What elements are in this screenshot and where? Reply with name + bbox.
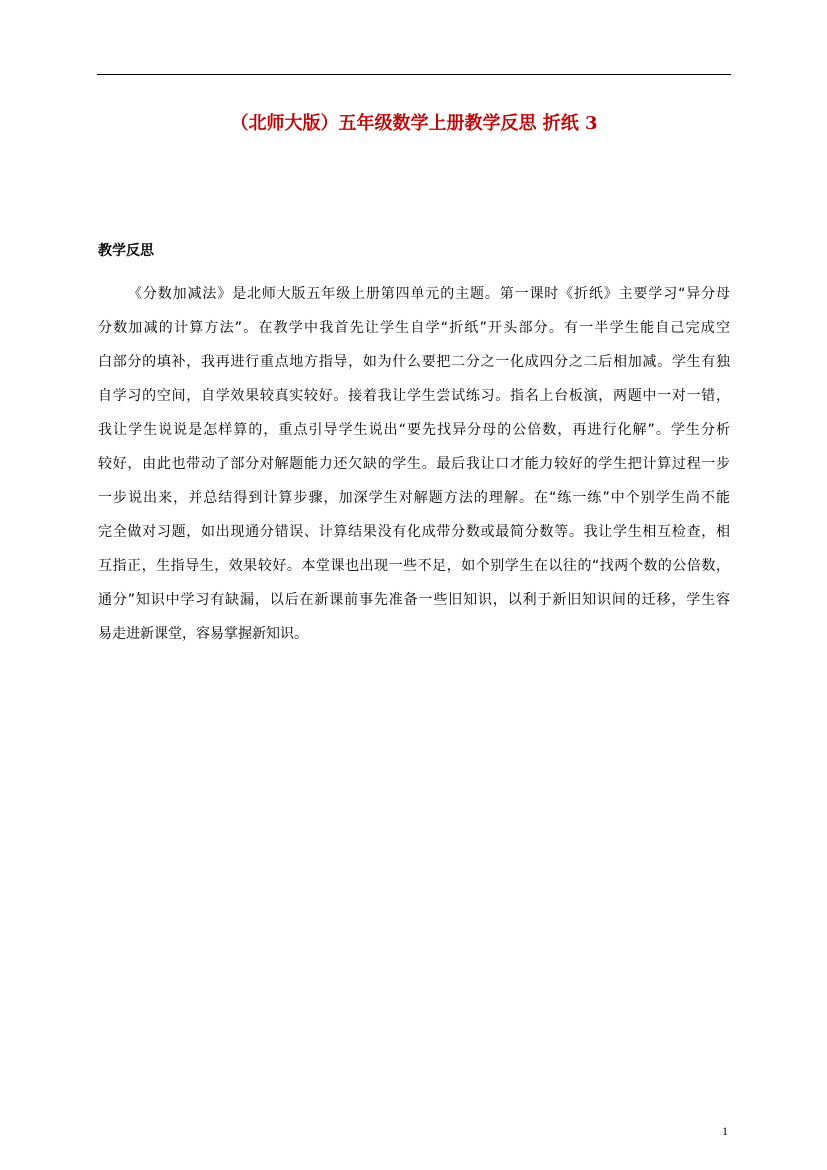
header-rule <box>97 74 731 75</box>
body-line: 较好，由此也带动了部分对解题能力还欠缺的学生。最后我让口才能力较好的学生把计算过程一步 <box>98 456 730 472</box>
body-line: 《分数加减法》是北师大版五年级上册第四单元的主题。第一课时《折纸》主要学习“异分母 <box>128 286 730 302</box>
body-line: 互指正，生指导生，效果较好。本堂课也出现一些不足，如个别学生在以往的“找两个数的公倍数， <box>98 558 730 574</box>
page-number: 1 <box>722 1124 728 1138</box>
body-line: 一步说出来，并总结得到计算步骤，加深学生对解题方法的理解。在“练一练”中个别学生尚不能 <box>98 490 730 506</box>
body-line: 完全做对习题，如出现通分错误、计算结果没有化成带分数或最简分数等。我让学生相互检查，相 <box>98 524 730 540</box>
body-line: 自学习的空间，自学效果较真实较好。接着我让学生尝试练习。指名上台板演，两题中一对一错， <box>98 388 730 404</box>
document-title: （北师大版）五年级数学上册教学反思 折纸 3 <box>230 113 598 134</box>
section-heading: 教学反思 <box>98 243 154 259</box>
body-line: 白部分的填补，我再进行重点地方指导，如为什么要把二分之一化成四分之二后相加减。学生有独 <box>98 354 730 370</box>
body-line: 分数加减的计算方法”。在教学中我首先让学生自学“折纸”开头部分。有一半学生能自己完成空 <box>98 320 730 336</box>
body-line: 易走进新课堂，容易掌握新知识。 <box>98 626 308 642</box>
body-line: 通分”知识中学习有缺漏，以后在新课前事先准备一些旧知识，以利于新旧知识间的迁移，学生容 <box>98 592 730 608</box>
body-line: 我让学生说说是怎样算的，重点引导学生说出“要先找异分母的公倍数，再进行化解”。学生分析 <box>98 422 730 438</box>
body-paragraph <box>98 284 730 658</box>
